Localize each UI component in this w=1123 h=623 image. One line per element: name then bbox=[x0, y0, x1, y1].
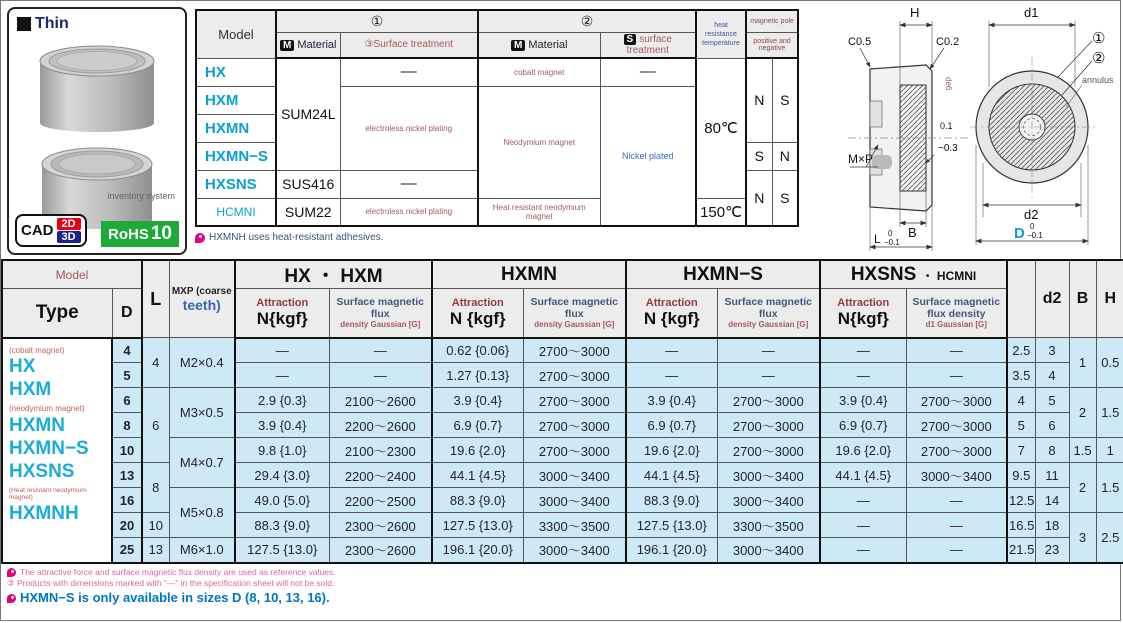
table-cell: 10 bbox=[112, 438, 142, 463]
callout-1: ① bbox=[1092, 30, 1106, 47]
d1-column-header bbox=[1007, 260, 1035, 338]
footnote-hxmn-s-sizes: HXMN−S is only available in sizes D (8, 10, 13, 16). bbox=[7, 589, 1116, 607]
dim-gap-label: ~0.3 bbox=[938, 143, 958, 154]
dim-c02-label: C0.2 bbox=[936, 36, 960, 48]
table-cell: 2700〜3000 bbox=[717, 438, 820, 463]
table-cell: 3300〜3500 bbox=[717, 513, 820, 538]
dim-d-tol-top: 0 bbox=[1030, 222, 1035, 231]
table-cell: 2700〜3000 bbox=[906, 413, 1007, 438]
type-note: (cobalt magnet) bbox=[9, 345, 65, 355]
magnet-photo-top bbox=[22, 35, 172, 135]
table-cell: 3.5 bbox=[1007, 363, 1035, 388]
table-cell: 29.4 {3.0} bbox=[235, 463, 329, 488]
table-cell: 3000〜3400 bbox=[523, 538, 626, 563]
table-row bbox=[2, 388, 1123, 413]
table-cell: N bbox=[746, 58, 772, 142]
table-cell: — bbox=[820, 513, 906, 538]
table-cell: 5 bbox=[1035, 388, 1069, 413]
table-cell: 3.9 {0.4} bbox=[235, 413, 329, 438]
table-cell: 12.5 bbox=[1007, 488, 1035, 513]
table-cell: 1 bbox=[1096, 438, 1123, 463]
table-cell: 3.9 {0.4} bbox=[820, 388, 906, 413]
table-cell: — bbox=[717, 363, 820, 388]
thread-spec-label: de6 bbox=[944, 77, 953, 91]
table-cell: 2700〜3000 bbox=[906, 388, 1007, 413]
table-cell: — bbox=[626, 363, 717, 388]
table-cell: SUM24L bbox=[276, 58, 340, 170]
dim-d-tol-bottom: −0.1 bbox=[1027, 231, 1043, 240]
table-cell: Neodymium magnet bbox=[478, 86, 600, 198]
table-cell[interactable]: HXMN bbox=[196, 114, 276, 142]
table-cell: 18 bbox=[1035, 513, 1069, 538]
table-cell: 4 bbox=[1035, 363, 1069, 388]
attraction-header-hxmn: Attraction N {kgf} bbox=[432, 289, 523, 338]
h-column-header: H bbox=[1096, 260, 1123, 338]
table-cell[interactable]: HX bbox=[196, 58, 276, 86]
table-row bbox=[2, 488, 1123, 513]
type-model-name[interactable]: HXMNH bbox=[9, 503, 79, 525]
table-row bbox=[196, 198, 798, 226]
table-cell: 6.9 {0.7} bbox=[432, 413, 523, 438]
b-column-header: B bbox=[1069, 260, 1096, 338]
dim-l-tol-top: 0 bbox=[888, 229, 893, 238]
dim-h-label: H bbox=[910, 5, 920, 20]
table-cell: 2700〜3000 bbox=[523, 338, 626, 363]
table-cell: 3300〜3500 bbox=[523, 513, 626, 538]
table-cell: 23 bbox=[1035, 538, 1069, 563]
table-cell: — bbox=[235, 338, 329, 363]
table-cell: 19.6 {2.0} bbox=[626, 438, 717, 463]
table-cell: 2100〜2300 bbox=[329, 438, 432, 463]
pole-polarity-header: positive and negative bbox=[746, 32, 798, 58]
table-cell: 3000〜3400 bbox=[906, 463, 1007, 488]
table-cell: 5 bbox=[112, 363, 142, 388]
table-cell: 6.9 {0.7} bbox=[820, 413, 906, 438]
material2-header: M Material bbox=[478, 32, 600, 58]
d2-column-header: d2 bbox=[1035, 260, 1069, 338]
table-cell: 2700〜3000 bbox=[717, 388, 820, 413]
table-cell: 20 bbox=[112, 513, 142, 538]
table-cell: 4 bbox=[112, 338, 142, 363]
group-header-hxmn-s: HXMN−S bbox=[626, 260, 820, 289]
table-cell: — bbox=[235, 363, 329, 388]
table-cell: 127.5 {13.0} bbox=[626, 513, 717, 538]
table-cell: 2700〜3000 bbox=[717, 413, 820, 438]
specification-table bbox=[1, 259, 1123, 564]
table-cell: 3000〜3400 bbox=[717, 463, 820, 488]
table-cell: 16 bbox=[112, 488, 142, 513]
table-cell: 2.5 bbox=[1007, 338, 1035, 363]
dim-l-label: L bbox=[874, 232, 881, 246]
table-cell: 196.1 {20.0} bbox=[626, 538, 717, 563]
table-cell: — bbox=[717, 338, 820, 363]
annulus-label: annulus bbox=[1082, 75, 1114, 85]
table-cell[interactable]: HXSNS bbox=[196, 170, 276, 198]
table-cell: S bbox=[772, 58, 798, 142]
type-note: (neodymium magnet) bbox=[9, 404, 85, 414]
table-cell: 13 bbox=[142, 538, 169, 563]
product-panel bbox=[7, 7, 187, 255]
table-cell: — bbox=[340, 58, 478, 86]
table-cell: — bbox=[906, 538, 1007, 563]
thin-label-row bbox=[9, 9, 185, 33]
type-model-name[interactable]: HXMN−S bbox=[9, 438, 89, 460]
cad-label: CAD bbox=[21, 222, 54, 239]
dim-big-d-label: D bbox=[1014, 225, 1025, 242]
type-model-name[interactable]: HX bbox=[9, 356, 36, 378]
type-model-name[interactable]: HXSNS bbox=[9, 461, 75, 483]
table-cell: 88.3 {9.0} bbox=[235, 513, 329, 538]
table-cell: 88.3 {9.0} bbox=[626, 488, 717, 513]
table-cell: 3000〜3400 bbox=[523, 488, 626, 513]
table-cell: 2 bbox=[1069, 388, 1096, 438]
table-cell: 16.5 bbox=[1007, 513, 1035, 538]
table-cell: 1.5 bbox=[1096, 388, 1123, 438]
thin-label: Thin bbox=[35, 15, 69, 32]
type-note: (Heat resistant neodymium magnet) bbox=[9, 486, 87, 502]
square-bullet-icon bbox=[17, 17, 31, 31]
table-cell: M5×0.8 bbox=[169, 488, 235, 538]
material-icon: M bbox=[511, 40, 525, 51]
side-view-diagram bbox=[848, 5, 970, 257]
table-cell: 44.1 {4.5} bbox=[626, 463, 717, 488]
cad-badge[interactable] bbox=[15, 214, 87, 247]
table-cell: — bbox=[820, 488, 906, 513]
table-cell: 6 bbox=[1035, 413, 1069, 438]
surface-icon: S bbox=[624, 34, 637, 45]
table-cell: 49.0 {5.0} bbox=[235, 488, 329, 513]
table-row bbox=[196, 58, 798, 86]
materials-table bbox=[195, 9, 799, 227]
table-cell: — bbox=[820, 338, 906, 363]
table-cell[interactable]: HXM bbox=[196, 86, 276, 114]
table-cell: M2×0.4 bbox=[169, 338, 235, 388]
table-cell: 127.5 {13.0} bbox=[235, 538, 329, 563]
table-cell: 6.9 {0.7} bbox=[626, 413, 717, 438]
table-cell: 0.5 bbox=[1096, 338, 1123, 388]
rohs-number: 10 bbox=[150, 223, 172, 244]
dim-l-tol-bottom: −0.1 bbox=[884, 238, 900, 247]
table-cell: 196.1 {20.0} bbox=[432, 538, 523, 563]
table-cell: 127.5 {13.0} bbox=[432, 513, 523, 538]
note-pin-icon bbox=[195, 233, 205, 243]
cad-format-stack bbox=[57, 218, 81, 243]
material1-header: M Material bbox=[276, 32, 340, 58]
attraction-header-hxsns: Attraction N{kgf} bbox=[820, 289, 906, 338]
cad-3d-badge[interactable]: 3D bbox=[57, 231, 81, 243]
table-cell: — bbox=[906, 338, 1007, 363]
table-cell: Nickel plated bbox=[600, 86, 696, 226]
mxp-column-header: MXP (coarse teeth) bbox=[169, 260, 235, 338]
table-cell: 2 bbox=[1069, 463, 1096, 513]
table-cell: 2700〜3000 bbox=[523, 413, 626, 438]
group1-header: ① bbox=[276, 10, 478, 32]
table-cell: 3 bbox=[1035, 338, 1069, 363]
table-cell: M3×0.5 bbox=[169, 388, 235, 438]
table-cell: 1.5 bbox=[1096, 463, 1123, 513]
table-cell: 8 bbox=[142, 463, 169, 513]
table-cell: cobalt magnet bbox=[478, 58, 600, 86]
table-cell: 4 bbox=[142, 338, 169, 388]
inventory-system-label: inventory system bbox=[107, 191, 175, 201]
model-group-header: Model bbox=[2, 260, 142, 289]
table-cell: 21.5 bbox=[1007, 538, 1035, 563]
table-cell: — bbox=[600, 58, 696, 86]
rohs-badge bbox=[101, 221, 179, 247]
table-cell: — bbox=[329, 363, 432, 388]
d-column-header: D bbox=[112, 289, 142, 338]
table-cell: 2300〜2600 bbox=[329, 513, 432, 538]
table-cell: 2200〜2500 bbox=[329, 488, 432, 513]
table-cell: 2.5 bbox=[1096, 513, 1123, 563]
dim-b-label: B bbox=[908, 225, 917, 240]
group2-header: ② bbox=[478, 10, 696, 32]
badges-row bbox=[15, 214, 179, 247]
rohs-label: RoHS bbox=[108, 226, 149, 243]
group-header-hxsns-hcmni: HXSNS ・ HCMNI bbox=[820, 260, 1007, 289]
table-cell: 3 bbox=[1069, 513, 1096, 563]
table-cell: 8 bbox=[112, 413, 142, 438]
table-cell: electroless nickel plating bbox=[340, 198, 478, 226]
flux-header-hxsns: Surface magnetic flux density d1 Gaussian [G] bbox=[906, 289, 1007, 338]
table-cell: M4×0.7 bbox=[169, 438, 235, 488]
table-cell: 2200〜2600 bbox=[329, 413, 432, 438]
surface2-header: S surface treatment bbox=[600, 32, 696, 58]
table-cell: 4 bbox=[1007, 388, 1035, 413]
table-cell: 19.6 {2.0} bbox=[432, 438, 523, 463]
group-header-hxmn: HXMN bbox=[432, 260, 626, 289]
table-cell: 2700〜3000 bbox=[523, 388, 626, 413]
table-cell: 3000〜3400 bbox=[523, 463, 626, 488]
materials-panel bbox=[195, 9, 799, 259]
footnotes bbox=[1, 564, 1120, 607]
table-cell: 9.5 bbox=[1007, 463, 1035, 488]
table-cell: — bbox=[626, 338, 717, 363]
dim-d1-label: d1 bbox=[1024, 5, 1039, 20]
table-cell: — bbox=[329, 338, 432, 363]
table-cell[interactable]: HXMN−S bbox=[196, 142, 276, 170]
table-cell: SUS416 bbox=[276, 170, 340, 198]
table-cell: — bbox=[906, 513, 1007, 538]
table-cell: 44.1 {4.5} bbox=[820, 463, 906, 488]
l-column-header: L bbox=[142, 260, 169, 338]
adhesive-note-text: HXMNH uses heat-resistant adhesives. bbox=[209, 232, 384, 243]
table-row bbox=[2, 338, 1123, 363]
table-cell: 3.9 {0.4} bbox=[432, 388, 523, 413]
table-cell: N bbox=[772, 142, 798, 170]
note-pin-icon bbox=[7, 594, 16, 603]
table-cell: 1 bbox=[1069, 338, 1096, 388]
table-cell: 9.8 {1.0} bbox=[235, 438, 329, 463]
table-cell: 1.5 bbox=[1069, 438, 1096, 463]
material-icon: M bbox=[280, 40, 294, 51]
table-cell: electroless nickel plating bbox=[340, 86, 478, 170]
table-cell: 2300〜2600 bbox=[329, 538, 432, 563]
table-cell: 2.9 {0.3} bbox=[235, 388, 329, 413]
table-row bbox=[2, 538, 1123, 563]
callout-2: ② bbox=[1092, 50, 1106, 67]
table-cell: 2200〜2400 bbox=[329, 463, 432, 488]
top-section bbox=[1, 1, 1120, 259]
model-column-header: Model bbox=[196, 10, 276, 58]
dim-d2-label: d2 bbox=[1024, 207, 1039, 222]
table-cell: 0.62 {0.06} bbox=[432, 338, 523, 363]
table-cell: 2700〜3000 bbox=[906, 438, 1007, 463]
type-model-name[interactable]: HXM bbox=[9, 379, 52, 401]
table-cell: — bbox=[340, 170, 478, 198]
attraction-header-hx: Attraction N{kgf} bbox=[235, 289, 329, 338]
heat-resistance-header: heat resistance temperature bbox=[696, 10, 746, 58]
table-cell: 19.6 {2.0} bbox=[820, 438, 906, 463]
surface1-header: ③Surface treatment bbox=[340, 32, 478, 58]
footnote-reference-values: The attractive force and surface magnetic flux density are used as reference values. bbox=[7, 567, 1116, 578]
table-cell: 44.1 {4.5} bbox=[432, 463, 523, 488]
table-cell: 3000〜3400 bbox=[717, 488, 820, 513]
table-cell: 3.9 {0.4} bbox=[626, 388, 717, 413]
drawing-panel bbox=[799, 1, 1120, 259]
dim-mxp-label: M×P bbox=[848, 152, 874, 166]
table-row bbox=[2, 438, 1123, 463]
table-cell: 25 bbox=[112, 538, 142, 563]
product-photos bbox=[9, 35, 185, 237]
table-cell: — bbox=[906, 488, 1007, 513]
table-cell: — bbox=[820, 538, 906, 563]
table-cell: — bbox=[820, 363, 906, 388]
table-cell: M6×1.0 bbox=[169, 538, 235, 563]
table-cell: 5 bbox=[1007, 413, 1035, 438]
table-cell: N bbox=[746, 170, 772, 226]
table-cell: 150℃ bbox=[696, 198, 746, 226]
table-cell: 11 bbox=[1035, 463, 1069, 488]
table-cell: 88.3 {9.0} bbox=[432, 488, 523, 513]
table-cell: 2700〜3000 bbox=[523, 363, 626, 388]
type-list-cell[interactable] bbox=[2, 338, 112, 563]
dim-c05-label: C0.5 bbox=[848, 36, 872, 48]
table-cell[interactable]: HCMNI bbox=[196, 198, 276, 226]
group-header-hx-hxm: HX ・ HXM bbox=[235, 260, 432, 289]
table-cell: SUM22 bbox=[276, 198, 340, 226]
table-cell: 14 bbox=[1035, 488, 1069, 513]
adhesive-note bbox=[195, 232, 799, 243]
magnetic-pole-header: magnetic pole bbox=[746, 10, 798, 32]
flux-header-hx: Surface magnetic flux density Gaussian [G] bbox=[329, 289, 432, 338]
flux-header-hxmn: Surface magnetic flux density Gaussian [G] bbox=[523, 289, 626, 338]
dim-depth-label: 0.1 bbox=[940, 121, 953, 131]
table-cell: — bbox=[906, 363, 1007, 388]
footnote-not-sold: ③ Products with dimensions marked with "—" in the specification sheet will not be sold. bbox=[7, 577, 335, 588]
table-cell: Heat resistant neodymium magnet bbox=[478, 198, 600, 226]
attraction-header-hxmn-s: Attraction N {kgf} bbox=[626, 289, 717, 338]
type-model-name[interactable]: HXMN bbox=[9, 415, 65, 437]
cad-2d-badge[interactable]: 2D bbox=[57, 218, 81, 230]
table-cell: 8 bbox=[1035, 438, 1069, 463]
table-cell: 80℃ bbox=[696, 58, 746, 198]
front-view-diagram bbox=[970, 5, 1120, 257]
table-cell: 7 bbox=[1007, 438, 1035, 463]
table-cell: 6 bbox=[112, 388, 142, 413]
table-cell: 2700〜3000 bbox=[523, 438, 626, 463]
table-cell: 10 bbox=[142, 513, 169, 538]
type-column-header: Type bbox=[2, 289, 112, 338]
table-cell: 13 bbox=[112, 463, 142, 488]
table-cell: 2100〜2600 bbox=[329, 388, 432, 413]
note-pin-icon bbox=[7, 568, 16, 577]
table-cell: S bbox=[746, 142, 772, 170]
flux-header-hxmn-s: Surface magnetic flux density Gaussian [G] bbox=[717, 289, 820, 338]
table-cell: S bbox=[772, 170, 798, 226]
table-cell: 3000〜3400 bbox=[717, 538, 820, 563]
table-cell: 6 bbox=[142, 388, 169, 463]
table-cell: 1.27 {0.13} bbox=[432, 363, 523, 388]
